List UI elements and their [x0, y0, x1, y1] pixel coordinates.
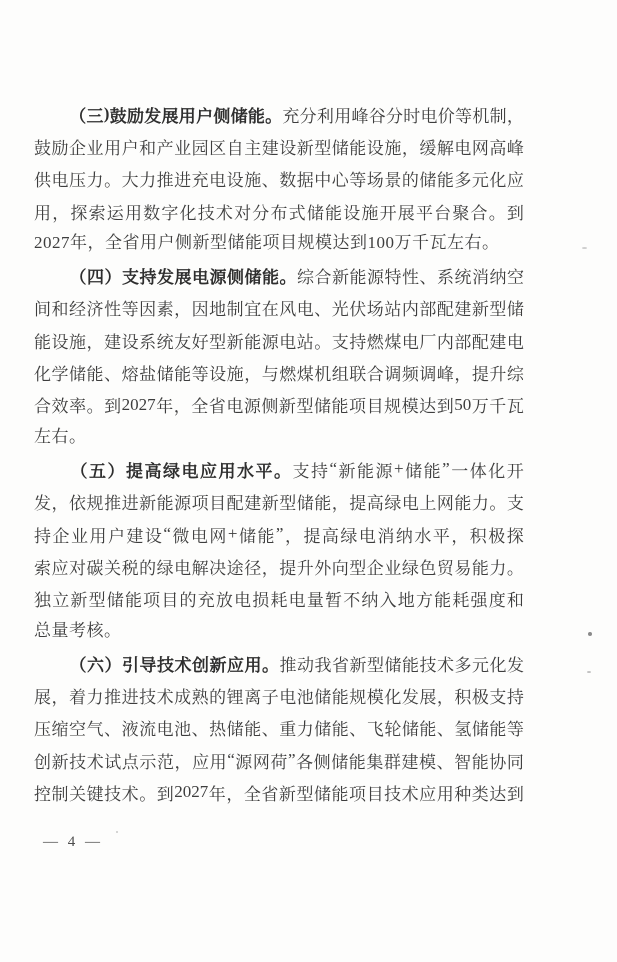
- text-line: （ 四 ） 支 持 发 展 电 源 侧 储 能 。 综 合 新 能 源 特 性 、 系 统 消 纳 空: [69, 268, 524, 288]
- scan-noise-speck: [116, 831, 118, 833]
- scan-noise-speck: [588, 632, 592, 636]
- para-3-user-side-storage: [34, 98, 524, 259]
- text-line: 能 设 施 ， 建 设 系 统 友 好 型 新 能 源 电 站 。 支 持 燃 煤 电 厂 内 部 配 建 电: [34, 332, 524, 352]
- scan-noise-speck: [587, 671, 591, 673]
- text-line: 总量考核。: [34, 620, 122, 640]
- text-line: 独 立 新 型 储 能 项 目 的 充 放 电 损 耗 电 量 暂 不 纳 入 地 方 能 耗 强 度 和: [34, 591, 524, 611]
- text-line: 2027年，全省用户侧新型储能项目规模达到100万千瓦左右。: [34, 233, 500, 253]
- text-line: 供 电 压 力 。 大 力 推 进 充 电 设 施 、 数 据 中 心 等 场 景 的 储 能 多 元 化 应: [34, 171, 524, 191]
- text-line: 化 学 储 能 、 熔 盐 储 能 等 设 施 ， 与 燃 煤 机 组 联 合 调 频 调 峰 ， 提 升 综: [34, 365, 524, 385]
- text-line: （ 六 ） 引 导 技 术 创 新 应 用 。 推 动 我 省 新 型 储 能 技 术 多 元 化 发: [69, 655, 524, 675]
- text-line: （ 三 ) 鼓 励 发 展 用 户 侧 储 能 。 充 分 利 用 峰 谷 分 时 电 价 等 机 制 ，: [69, 104, 524, 126]
- text-line: （ 五 ） 提 高 绿 电 应 用 水 平 。 支 持 “ 新 能 源 + 储 能 ” 一 体 化 开: [70, 459, 524, 481]
- para-5-green-power: [34, 453, 524, 647]
- text-line: 索 应 对 碳 关 税 的 绿 电 解 决 途 径 ， 提 升 外 向 型 企 业 绿 色 贸 易 能 力 。: [34, 558, 524, 578]
- text-line: 控 制 关 键 技 术 。 到 2027 年 ， 全 省 新 型 储 能 项 目 技 术 应 用 种 类 达 到: [34, 782, 524, 804]
- document-body: [34, 98, 524, 809]
- text-line: 持 企 业 用 户 建 设 “ 微 电 网 + 储 能 ” ， 提 高 绿 电 消 纳 水 平 ， 积 极 探: [34, 524, 524, 546]
- para-4-source-side-storage: [34, 259, 524, 453]
- page-number: — 4 —: [43, 834, 103, 850]
- text-line: 鼓 励 企 业 用 户 和 产 业 园 区 自 主 建 设 新 型 储 能 设 施 ， 缓 解 电 网 高 峰: [34, 138, 524, 158]
- scan-noise-speck: [582, 247, 587, 249]
- text-line: 创 新 技 术 试 点 示 范 ， 应 用 “ 源 网 荷 ” 各 侧 储 能 集 群 建 模 、 智 能 协 同: [34, 750, 524, 772]
- para-6-tech-innovation: [34, 647, 524, 808]
- text-line: 展 ， 着 力 推 进 技 术 成 熟 的 锂 离 子 电 池 储 能 规 模 化 发 展 ， 积 极 支 持: [34, 687, 524, 707]
- text-line: 用 ， 探 索 运 用 数 字 化 技 术 对 分 布 式 储 能 设 施 开 展 平 台 聚 合 。 到: [34, 203, 524, 223]
- text-line: 左右。: [34, 426, 87, 446]
- text-line: 合 效 率 。 到 2027 年 ， 全 省 电 源 侧 新 型 储 能 项 目 规 模 达 到 50 万 千 瓦: [34, 394, 524, 417]
- text-line: 发 ， 依 规 推 进 新 能 源 项 目 配 建 新 型 储 能 ， 提 高 绿 电 上 网 能 力 。 支: [34, 494, 524, 514]
- text-line: 间 和 经 济 性 等 因 素 ， 因 地 制 宜 在 风 电 、 光 伏 场 站 内 部 配 建 新 型 储: [34, 300, 524, 320]
- text-line: 压 缩 空 气 、 液 流 电 池 、 热 储 能 、 重 力 储 能 、 飞 轮 储 能 、 氢 储 能 等: [34, 720, 524, 740]
